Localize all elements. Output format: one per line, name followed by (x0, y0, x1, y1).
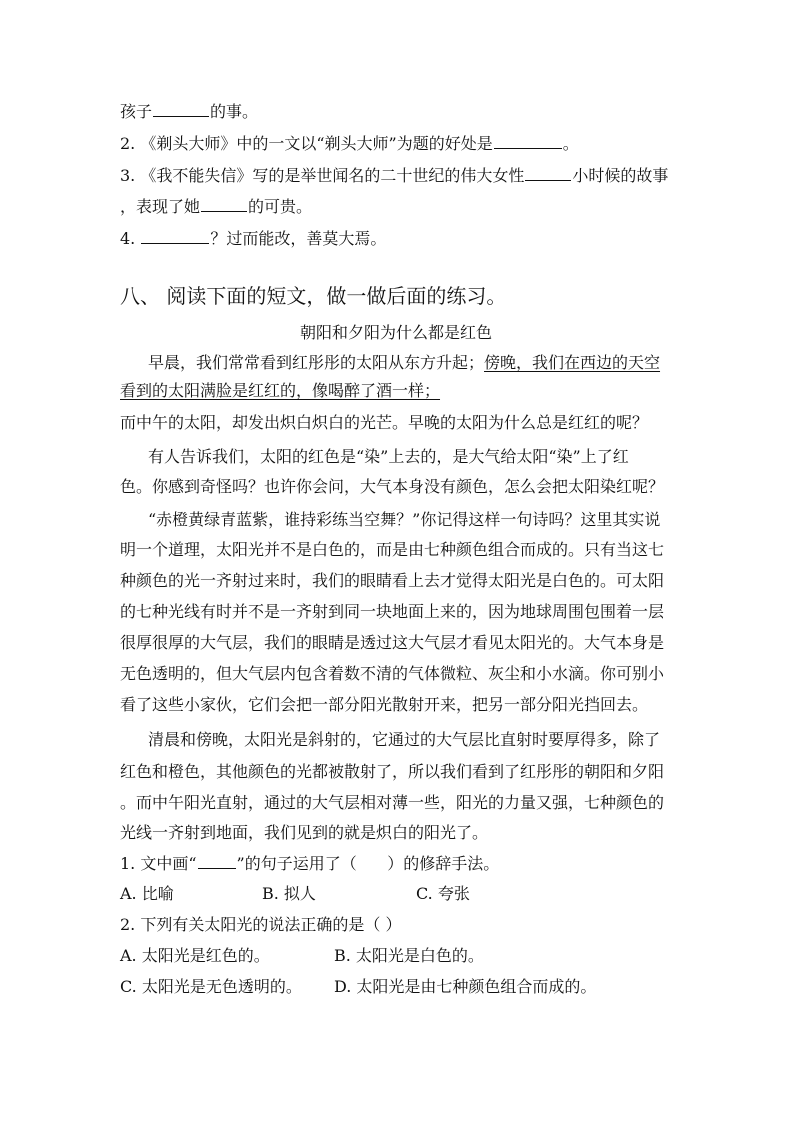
answer-blank[interactable] (525, 166, 571, 181)
answer-blank[interactable] (153, 102, 209, 117)
underlined-sentence: 看到的太阳满脸是红红的，像喝醉了酒一样； (120, 381, 441, 400)
question-2 (120, 133, 579, 155)
exercise-2: 2. 下列有关太阳光的说法正确的是（ ） (120, 915, 402, 934)
passage-line: 无色透明的，但大气层内包含着数不清的气体微粒、灰尘和小水滴。你可别小 (120, 664, 665, 683)
passage-line: 的七种光线有时并不是一齐射到同一块地面上来的，因为地球周围包围着一层 (120, 602, 665, 621)
exercise-1-option-b[interactable]: B. 拟人 (262, 884, 316, 903)
answer-blank[interactable] (201, 197, 247, 212)
exercise-1-option-c[interactable]: C. 夸张 (416, 884, 470, 903)
passage-title: 朝阳和夕阳为什么都是红色 (300, 323, 493, 342)
exercise-2-option-c[interactable]: C. 太阳光是无色透明的。 (120, 977, 302, 996)
q2-text: 2. 《剃头大师》中的一文以“剃头大师”为题的好处是 (120, 134, 493, 153)
passage-line: 很厚很厚的大气层，我们的眼睛是透过这大气层才看见太阳光的。大气本身是 (120, 633, 665, 652)
passage-line (148, 352, 660, 374)
underlined-sentence: 傍晚，我们在西边的天空 (484, 353, 661, 372)
q1-continuation (120, 101, 258, 123)
passage-line: 清晨和傍晚，太阳光是斜射的，它通过的大气层比直射时要厚得多，除了 (148, 730, 661, 749)
passage-line: 而中午的太阳，却发出炽白炽白的光芒。早晚的太阳为什么总是红红的呢？ (120, 413, 649, 432)
q2-end: 。 (562, 134, 579, 153)
answer-blank[interactable] (494, 134, 562, 149)
answer-blank[interactable] (141, 229, 209, 244)
exercise-1-text: 1. 文中画“ (120, 854, 197, 873)
exercise-1 (120, 853, 499, 875)
q4-text: ？过而能改，善莫大焉。 (210, 229, 387, 248)
passage-line: 种颜色的光一齐射过来时，我们的眼睛看上去才觉得太阳光是白色的。可太阳 (120, 571, 665, 590)
q3-text: 3. 《我不能失信》写的是举世闻名的二十世纪的伟大女性 (120, 166, 525, 185)
underline-sample (198, 854, 236, 869)
passage-line: “赤橙黄绿青蓝紫，谁持彩练当空舞？”你记得这样一句诗吗？这里其实说 (148, 510, 661, 529)
passage-line: 。而中午阳光直射，通过的大气层相对薄一些，阳光的力量又强，七种颜色的 (120, 793, 665, 812)
exercise-1-option-a[interactable]: A. 比喻 (120, 884, 174, 903)
question-4 (120, 228, 386, 250)
passage-line: 明一个道理，太阳光并不是白色的，而是由七种颜色组合而成的。只有当这七 (120, 540, 665, 559)
q3b-text: ，表现了她 (120, 197, 201, 216)
q3-text-end: 小时候的故事 (572, 166, 669, 185)
q3b-end: 的可贵。 (248, 197, 313, 216)
question-3 (120, 165, 668, 187)
passage-line: 看了这些小家伙，它们会把一部分阳光散射开来，把另一部分阳光挡回去。 (120, 695, 649, 714)
passage-line: 色。你感到奇怪吗？也许你会问，大气本身没有颜色，怎么会把太阳染红呢？ (120, 477, 665, 496)
exercise-2-option-a[interactable]: A. 太阳光是红色的。 (120, 946, 270, 965)
passage-line: 光线一齐射到地面，我们见到的就是炽白的阳光了。 (120, 823, 489, 842)
exercise-1-end: ”的句子运用了（ ）的修辞手法。 (236, 854, 500, 873)
passage-line: 红色和橙色，其他颜色的光都被散射了，所以我们看到了红彤彤的朝阳和夕阳 (120, 762, 665, 781)
passage-text: 早晨，我们常常看到红彤彤的太阳从东方升起； (148, 353, 485, 372)
q1-cont-end: 的事。 (210, 102, 259, 121)
section-heading: 八、 阅读下面的短文，做一做后面的练习。 (120, 284, 507, 308)
question-3-cont (120, 196, 312, 218)
q4-num: 4. (120, 229, 141, 248)
exercise-2-option-b[interactable]: B. 太阳光是白色的。 (334, 946, 484, 965)
passage-line: 有人告诉我们，太阳的红色是“染”上去的，是大气给太阳“染”上了红 (148, 447, 629, 466)
exercise-2-option-d[interactable]: D. 太阳光是由七种颜色组合而成的。 (334, 977, 597, 996)
q1-cont-text: 孩子 (120, 102, 153, 121)
